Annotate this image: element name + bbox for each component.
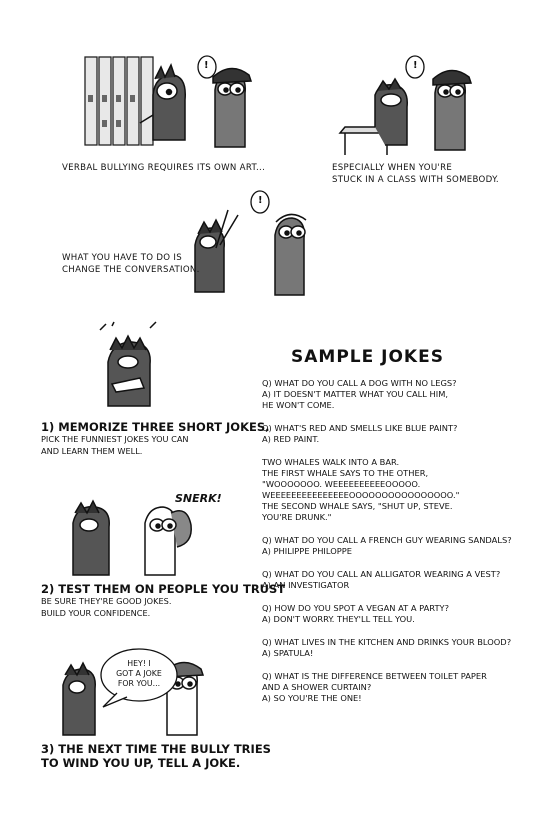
panel2-caption-line: STUCK IN A CLASS WITH SOMEBODY. [332, 175, 499, 185]
joke-line: A) SO YOU'RE THE ONE! [262, 693, 362, 703]
joke-line: Q) WHAT LIVES IN THE KITCHEN AND DRINKS YOUR BLOOD? [262, 637, 512, 647]
step-2-subtext: BE SURE THEY'RE GOOD JOKES. [41, 596, 172, 606]
joke-item [262, 637, 512, 659]
joke-line: THE FIRST WHALE SAYS TO THE OTHER, [262, 468, 429, 478]
conversation-illustration [190, 190, 330, 300]
joke-line: Q) WHAT'S RED AND SMELLS LIKE BLUE PAINT? [262, 423, 458, 433]
joke-line: HE WON'T COME. [262, 400, 335, 410]
panel3-caption-line: CHANGE THE CONVERSATION. [62, 265, 200, 275]
joke-line: Q) HOW DO YOU SPOT A VEGAN AT A PARTY? [262, 603, 450, 613]
speech-bubble-line: GOT A JOKE [116, 669, 162, 678]
step-2-heading: 2) TEST THEM ON PEOPLE YOU TRUST [41, 582, 286, 596]
joke-item [262, 378, 512, 411]
panel2-caption [332, 162, 499, 186]
joke-item [262, 535, 512, 557]
joke-line: A) RED PAINT. [262, 434, 320, 444]
joke-item [262, 457, 512, 523]
step-1-heading: 1) MEMORIZE THREE SHORT JOKES. [41, 420, 270, 434]
joke-line: A) AN INVESTIGATOR [262, 580, 350, 590]
memorize-illustration [100, 322, 170, 412]
speech-bubble-line: FOR YOU... [117, 679, 161, 688]
jokes-list [262, 378, 512, 704]
classroom-illustration [335, 55, 485, 155]
joke-item [262, 569, 512, 591]
speech-bubble [105, 659, 173, 689]
snerk-sound-effect: SNERK! [175, 492, 222, 505]
joke-line: Q) WHAT DO YOU CALL A FRENCH GUY WEARING SANDALS? [262, 535, 512, 545]
joke-line: "WOOOOOOO. WEEEEEEEEEEOOOOO. [262, 479, 421, 489]
step-3 [41, 742, 271, 770]
step-1-subtext: AND LEARN THEM WELL. [41, 445, 143, 456]
exclaim-bubble-1: ! [204, 60, 209, 71]
step-1-subtext: PICK THE FUNNIEST JOKES YOU CAN [41, 434, 189, 444]
joke-line: Q) WHAT DO YOU CALL A DOG WITH NO LEGS? [262, 378, 457, 388]
panel3-caption [62, 252, 200, 276]
joke-line: A) DON'T WORRY. THEY'LL TELL YOU. [262, 614, 415, 624]
joke-line: AND A SHOWER CURTAIN? [262, 682, 372, 692]
step-1 [41, 420, 270, 457]
joke-line: A) IT DOESN'T MATTER WHAT YOU CALL HIM, [262, 389, 449, 399]
exclaim-bubble-3: ! [258, 195, 263, 206]
victim-character [213, 68, 251, 147]
panel3-caption-line: WHAT YOU HAVE TO DO IS [62, 253, 182, 263]
joke-line: THE SECOND WHALE SAYS, "SHUT UP, STEVE. [262, 501, 453, 511]
joke-item [262, 603, 512, 625]
lockers-illustration [85, 55, 275, 155]
step-3-heading: 3) THE NEXT TIME THE BULLY TRIES [41, 742, 271, 756]
joke-line: Q) WHAT IS THE DIFFERENCE BETWEEN TOILET PAPER [262, 671, 487, 681]
step-2-subtext: BUILD YOUR CONFIDENCE. [41, 607, 151, 618]
step-2 [41, 582, 285, 619]
joke-line: A) PHILIPPE PHILOPPE [262, 546, 352, 556]
step-3-heading-line2: TO WIND YOU UP, TELL A JOKE. [41, 756, 241, 770]
joke-line: YOU'RE DRUNK." [262, 512, 332, 522]
joke-line: Q) WHAT DO YOU CALL AN ALLIGATOR WEARING A VEST? [262, 569, 501, 579]
joke-item [262, 671, 512, 704]
panel1-caption: VERBAL BULLYING REQUIRES ITS OWN ART... [62, 163, 266, 173]
speech-bubble-line: HEY! I [127, 659, 151, 668]
sample-jokes-title: SAMPLE JOKES [291, 347, 444, 367]
panel2-caption-line: ESPECIALLY WHEN YOU'RE [332, 163, 453, 173]
joke-item [262, 423, 512, 445]
exclaim-bubble-2: ! [413, 60, 418, 71]
joke-line: WEEEEEEEEEEEEEEEOOOOOOOOOOOOOOOO." [262, 490, 460, 500]
joke-line: TWO WHALES WALK INTO A BAR. [262, 457, 400, 467]
joke-line: A) SPATULA! [262, 648, 314, 658]
